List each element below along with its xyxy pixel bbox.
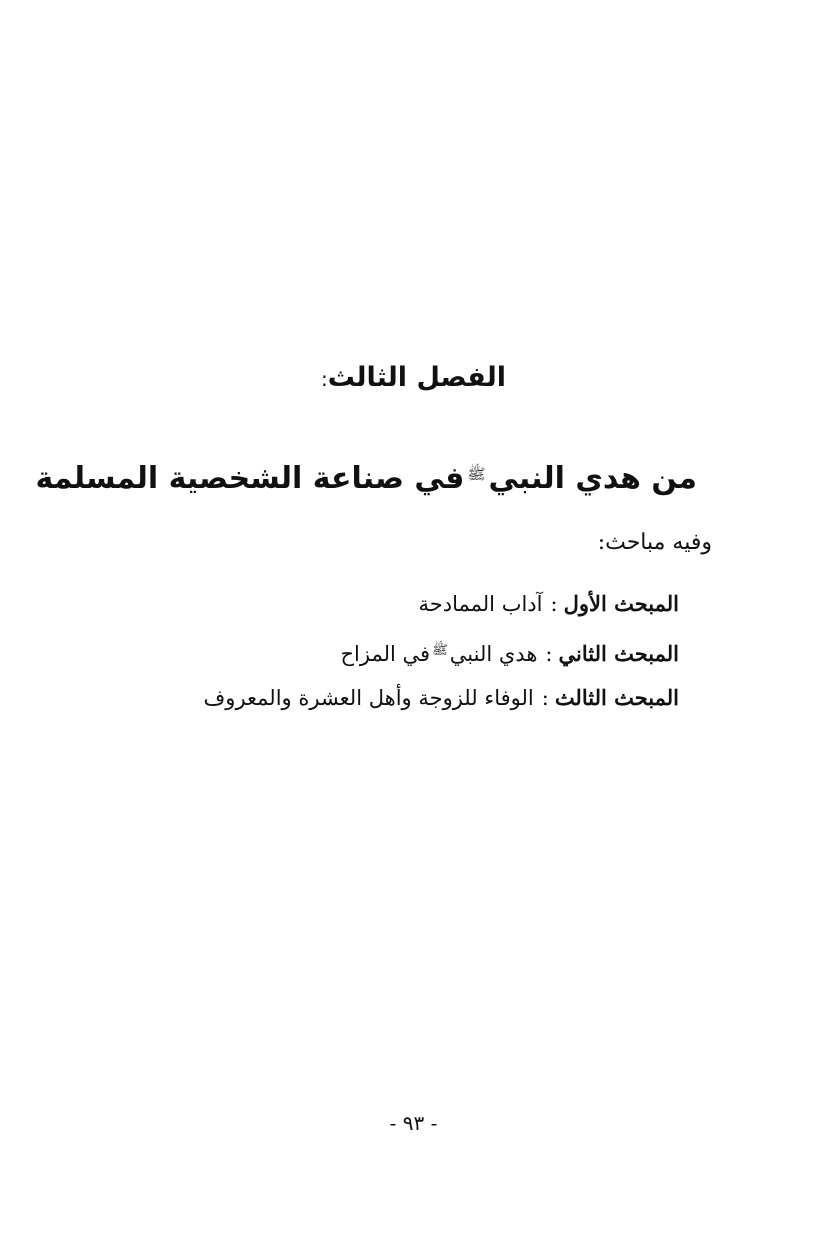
chapter-subtitle [35, 452, 697, 501]
section-separator: : [550, 592, 558, 616]
section-text: هدي النبي [449, 642, 538, 666]
section-label: المبحث الثاني [558, 641, 679, 666]
chapter-subtitle-part1: من هدي النبي [488, 461, 697, 496]
section-item-3 [119, 680, 679, 727]
chapter-title-text: الفصل الثالث [327, 362, 506, 393]
section-text-continued: في المزاح [340, 642, 431, 666]
page-number: - ٩٣ - [389, 1111, 438, 1135]
section-label: المبحث الأول [563, 591, 679, 616]
section-separator: : [541, 686, 549, 710]
section-item-1 [119, 586, 679, 633]
section-text: آداب الممادحة [418, 592, 543, 616]
chapter-title-colon: : [321, 367, 328, 391]
honorific-glyph: ﷺ [432, 643, 448, 658]
sections-list [119, 586, 679, 727]
honorific-glyph: ﷺ [467, 465, 486, 483]
section-label: المبحث الثالث [554, 685, 679, 710]
sections-intro: وفيه مباحث: [597, 530, 712, 555]
chapter-title [0, 358, 827, 399]
section-item-2 [119, 633, 679, 680]
section-text: الوفاء للزوجة وأهل العشرة والمعروف [203, 686, 534, 710]
chapter-subtitle-part2: في صناعة الشخصية المسلمة [35, 461, 465, 496]
section-separator: : [545, 642, 553, 666]
